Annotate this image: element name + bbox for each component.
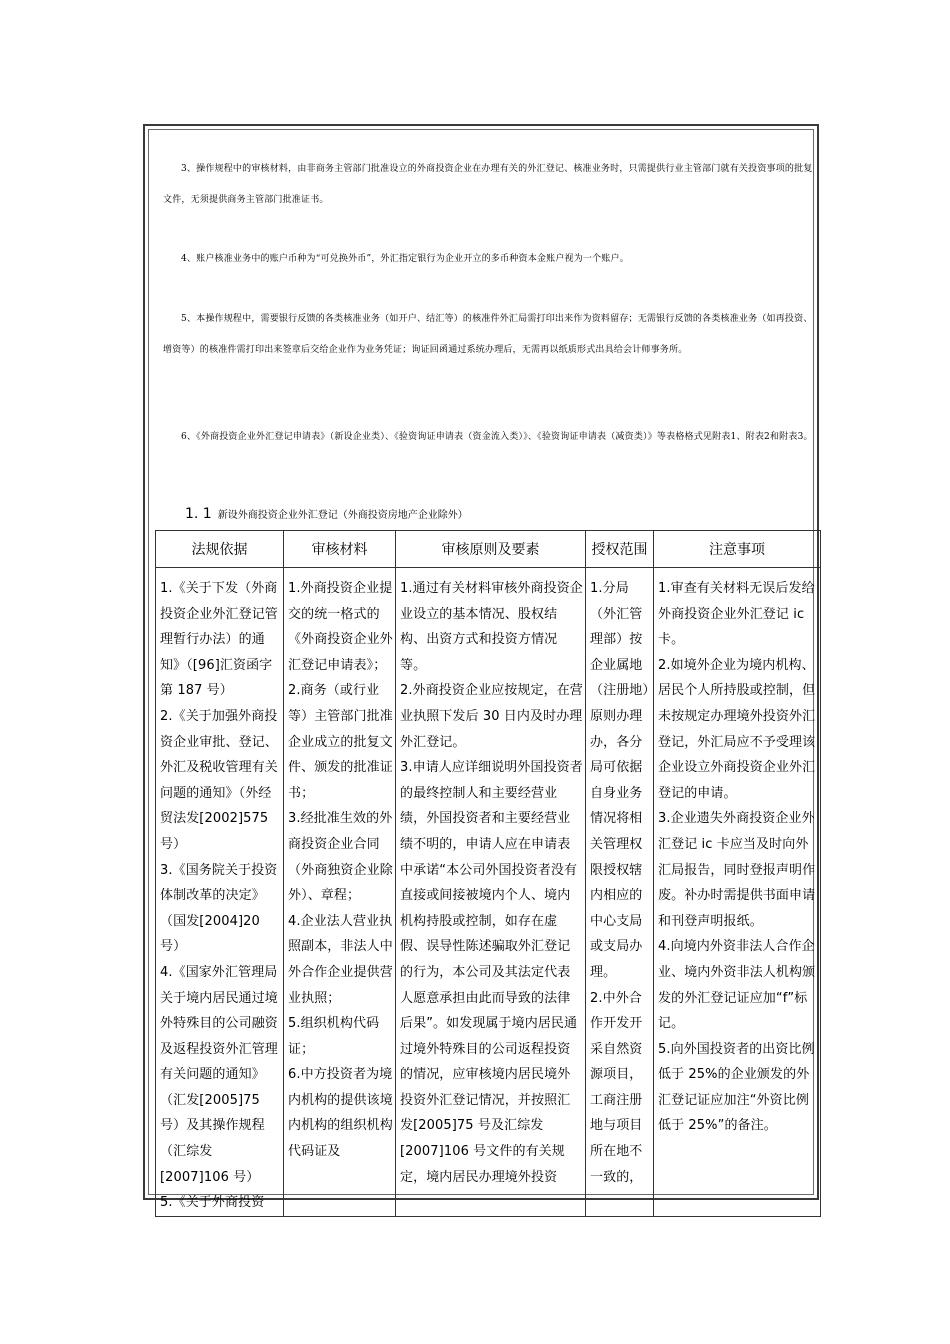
- list-item: 5.《关于外商投资: [160, 1195, 265, 1211]
- list-item: 5.向外国投资者的出资比例低于 25%的企业颁发的外汇登记证应加注“外资比例低于 25%”的备注。: [658, 1041, 815, 1134]
- section-number: 1. 1: [185, 506, 212, 522]
- list-item: 3.申请人应详细说明外国投资者的最终控制人和主要经营业绩，外国投资者和主要经营业绩不明的，申请人应在申请表中承诺“本公司外国投资者没有直接或间接被境内个人、境内机构持股或控制，如存在虚假、误导性陈述骗取外汇登记的行为，本公司及其法定代表人愿意承担由此而导致的法律后果”。如发现属于境内居民通过境外特殊目的公司返程投资的情况，应审核境内居民境外投资外汇登记情况，并按照汇发[2005]75 号及汇综发[2007]106 号文件的有关规定，境内居民办理境外投资: [400, 760, 583, 1185]
- list-item: 2.商务（或行业等）主管部门批准企业成立的批复文件、颁发的批准证书；: [288, 683, 393, 801]
- document-frame: [143, 124, 819, 1211]
- header-legal-basis: 法规依据: [156, 531, 284, 568]
- section-title: [185, 506, 468, 522]
- list-item: 3.企业遗失外商投资企业外汇登记 ic 卡应当及时向外汇局报告，同时登报声明作废。补办时需提供书面申请和刊登声明报纸。: [658, 811, 816, 929]
- cell-review-materials: [284, 568, 396, 1217]
- header-review-materials: 审核材料: [284, 531, 396, 568]
- list-item: 1.分局（外汇管理部）按企业属地（注册地）原则办理办，各分局可依据自身业务情况将相关管理权限授权辖内相应的中心支局或支局办理。: [590, 581, 650, 980]
- list-item: 1.通过有关材料审核外商投资企业设立的基本情况、股权结构、出资方式和投资方情况等。: [400, 581, 583, 673]
- table-row: [156, 568, 821, 1217]
- list-item: 1.审查有关材料无误后发给外商投资企业外汇登记 ic 卡。: [658, 581, 815, 648]
- list-item: 5.组织机构代码证；: [288, 1016, 380, 1057]
- list-item: 3.《国务院关于投资体制改革的决定》（国发[2004]20 号）: [160, 862, 278, 955]
- cell-review-principles: [396, 568, 586, 1217]
- list-item: 4.《国家外汇管理局关于境内居民通过境外特殊目的公司融资及返程投资外汇管理有关问题的通知》（汇发[2005]75 号）及其操作规程（汇综发[2007]106 号）: [160, 964, 278, 1185]
- cell-authorization-scope: [586, 568, 654, 1217]
- list-item: 2.外商投资企业应按规定，在营业执照下发后 30 日内及时办理外汇登记。: [400, 683, 583, 750]
- list-item: 1.外商投资企业提交的统一格式的《外商投资企业外汇登记申请表》；: [288, 581, 393, 673]
- header-notes: 注意事项: [654, 531, 821, 568]
- list-item: 2.《关于加强外商投资企业审批、登记、外汇及税收管理有关问题的通知》（外经贸法发[2002]575 号）: [160, 708, 278, 852]
- note-5: 5、本操作规程中，需要银行反馈的各类核准业务（如开户、结汇等）的核准件外汇局需打印出来作为资料留存；无需银行反馈的各类核准业务（如再投资、增资等）的核准件需打印出来签章后交给企业作为业务凭证；询证回函通过系统办理后，无需再以纸质形式出具给会计师事务所。: [163, 314, 813, 355]
- list-item: 2.中外合作开发开采自然资源项目，工商注册地与项目所在地不一致的，: [590, 990, 643, 1185]
- note-3: 3、操作规程中的审核材料，由非商务主管部门批准设立的外商投资企业在办理有关的外汇登记、核准业务时，只需提供行业主管部门就有关投资事项的批复文件，无须提供商务主管部门批准证书。: [163, 164, 813, 205]
- cell-legal-basis: [156, 568, 284, 1217]
- cell-notes: [654, 568, 821, 1217]
- list-item: 4.向境内外资非法人合作企业、境内外资非法人机构颁发的外汇登记证应加“f”标记。: [658, 939, 816, 1032]
- list-item: 6.中方投资者为境内机构的提供该境内机构的组织机构代码证及: [288, 1067, 393, 1160]
- table-header-row: [156, 531, 821, 568]
- section-title-text: 新设外商投资企业外汇登记（外商投资房地产企业除外）: [217, 510, 468, 521]
- list-item: 4.企业法人营业执照副本，非法人中外合作企业提供营业执照；: [288, 913, 393, 1006]
- list-item: 3.经批准生效的外商投资企业合同（外商独资企业除外）、章程；: [288, 811, 393, 904]
- list-item: 1.《关于下发（外商投资企业外汇登记管理暂行办法）的通知》（[96]汇资函字第 187 号）: [160, 581, 278, 699]
- regulation-table: [155, 530, 821, 1217]
- header-authorization-scope: 授权范围: [586, 531, 654, 568]
- list-item: 2.如境外企业为境内机构、居民个人所持股或控制，但未按规定办理境外投资外汇登记，外汇局应不予受理该企业设立外商投资企业外汇登记的申请。: [658, 657, 816, 801]
- note-6: 6、《外商投资企业外汇登记申请表》（新设企业类）、《验资询证申请表（资金流入类）》、《验资询证申请表（减资类）》等表格格式见附表1、附表2和附表3。: [181, 432, 813, 442]
- note-4: 4、账户核准业务中的账户币种为“可兑换外币”，外汇指定银行为企业开立的多币种资本金账户视为一个账户。: [181, 254, 629, 264]
- header-review-principles: 审核原则及要素: [396, 531, 586, 568]
